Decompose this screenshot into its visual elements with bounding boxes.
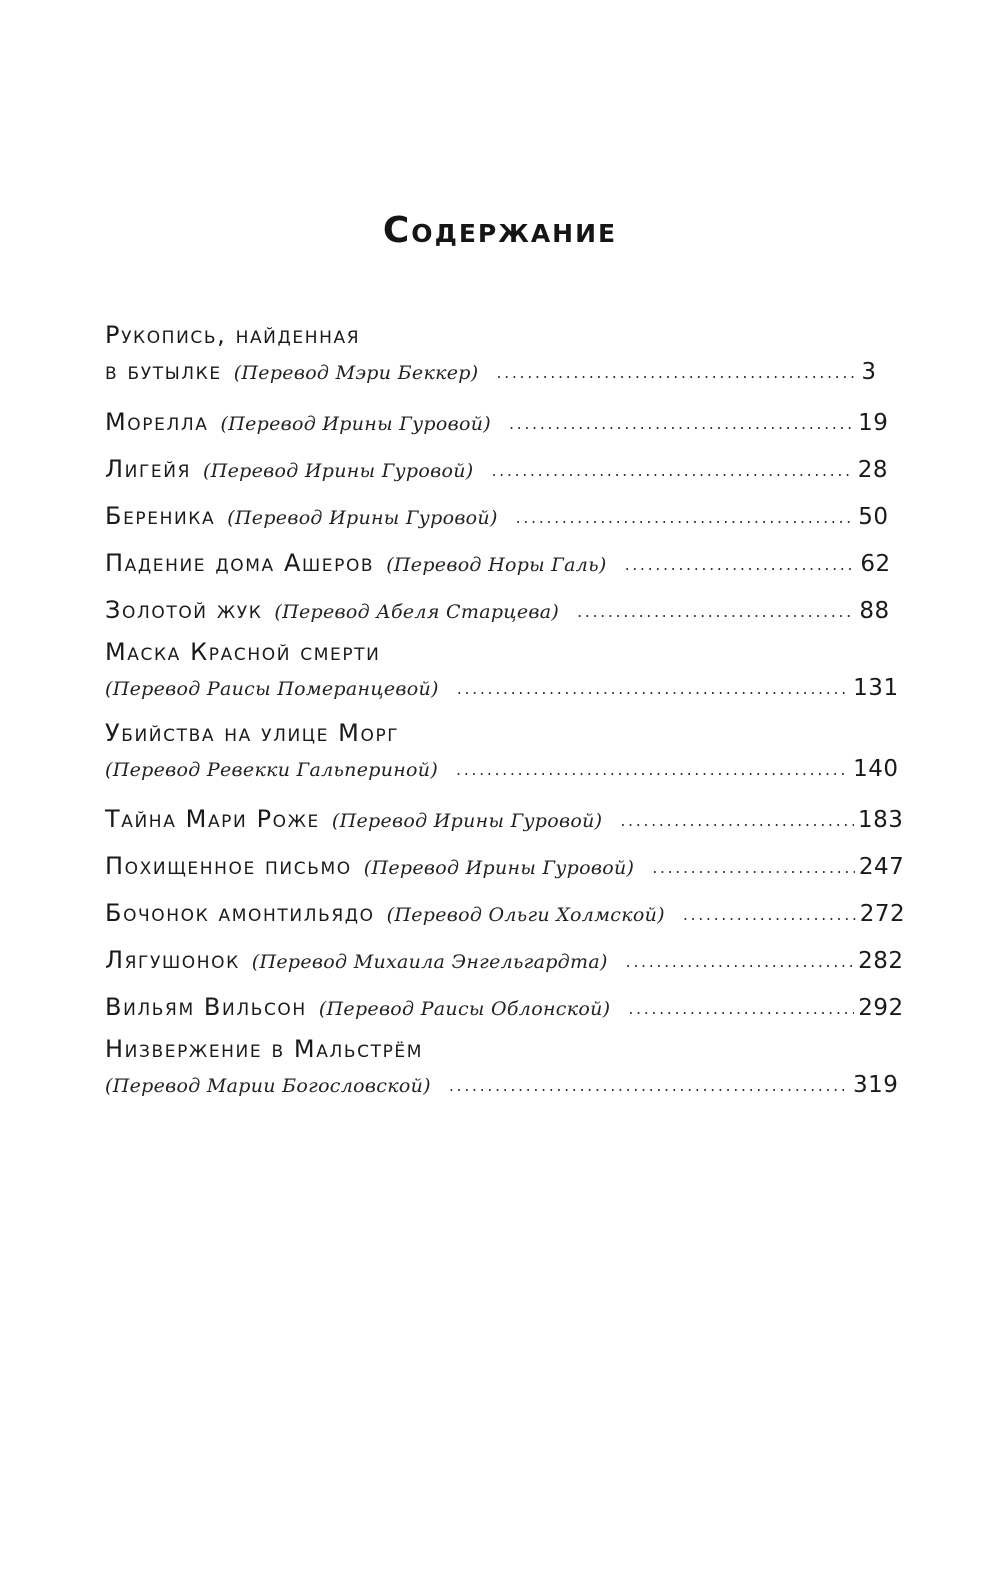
entry-page-number: 272 bbox=[859, 901, 906, 927]
dot-leader bbox=[683, 892, 856, 937]
dot-leader bbox=[516, 495, 855, 540]
entry-translator: (Перевод Ирины Гуровой) bbox=[227, 507, 498, 529]
entry-page-number: 50 bbox=[858, 504, 889, 530]
entry-translator: (Перевод Раисы Померанцевой) bbox=[105, 678, 439, 700]
toc-entry[interactable] bbox=[105, 494, 889, 541]
table-of-contents bbox=[105, 318, 906, 1113]
entry-translator: (Перевод Ирины Гуровой) bbox=[331, 810, 603, 832]
dot-leader bbox=[457, 670, 849, 708]
entry-title: Похищенное письмо bbox=[105, 852, 352, 880]
entry-translator: (Перевод Ирины Гуровой) bbox=[220, 413, 491, 435]
dot-leader bbox=[652, 845, 855, 890]
toc-entry[interactable] bbox=[105, 985, 904, 1032]
toc-entry[interactable] bbox=[105, 318, 877, 393]
entry-translator: (Перевод Ирины Гуровой) bbox=[363, 857, 635, 879]
entry-translator: (Перевод Раисы Облонской) bbox=[318, 998, 611, 1020]
entry-title: в бутылке bbox=[105, 357, 222, 385]
entry-page-number: 319 bbox=[852, 1072, 899, 1098]
toc-entry[interactable] bbox=[105, 797, 904, 844]
dot-leader bbox=[509, 401, 854, 446]
entry-title-line1: Низвержение в Мальстрём bbox=[105, 1035, 424, 1063]
toc-entry[interactable] bbox=[105, 635, 899, 709]
toc-entry[interactable] bbox=[105, 541, 891, 588]
entry-page-number: 19 bbox=[858, 410, 889, 436]
entry-title: Вильям Вильсон bbox=[105, 993, 307, 1021]
entry-translator: (Перевод Ирины Гуровой) bbox=[203, 460, 474, 482]
entry-title-line1: Рукопись, найденная bbox=[105, 321, 361, 349]
entry-page-number: 88 bbox=[859, 598, 890, 624]
entry-title: Лигейя bbox=[105, 455, 192, 483]
dot-leader bbox=[628, 986, 854, 1031]
entry-page-number: 183 bbox=[857, 807, 904, 833]
entry-page-number: 282 bbox=[858, 948, 904, 974]
entry-translator: (Перевод Абеля Старцева) bbox=[274, 601, 560, 623]
dot-leader bbox=[577, 589, 855, 634]
dot-leader bbox=[496, 354, 857, 392]
entry-page-number: 131 bbox=[853, 675, 899, 701]
entry-title-line1: Маска Красной смерти bbox=[105, 638, 381, 666]
entry-translator: (Перевод Михаила Энгельгардта) bbox=[251, 951, 608, 973]
dot-leader bbox=[620, 798, 854, 843]
entry-page-number: 140 bbox=[853, 756, 899, 782]
toc-entry[interactable] bbox=[105, 716, 899, 790]
entry-page-number: 247 bbox=[858, 854, 905, 880]
entry-page-number: 292 bbox=[858, 995, 904, 1021]
toc-entry[interactable] bbox=[105, 844, 905, 891]
entry-translator: (Перевод Марии Богословской) bbox=[105, 1075, 431, 1097]
dot-leader bbox=[456, 751, 849, 789]
toc-entry[interactable] bbox=[105, 588, 890, 635]
toc-entry[interactable] bbox=[105, 400, 889, 447]
dot-leader bbox=[626, 939, 854, 984]
toc-entry[interactable] bbox=[105, 891, 906, 938]
entry-page-number: 28 bbox=[857, 457, 888, 483]
entry-title-line1: Убийства на улице Морг bbox=[105, 719, 400, 747]
dot-leader bbox=[491, 448, 853, 493]
entry-title: Лягушонок bbox=[105, 946, 240, 974]
entry-translator: (Перевод Ревекки Гальпериной) bbox=[105, 759, 439, 781]
entry-title: Падение дома Ашеров bbox=[105, 549, 375, 577]
toc-entry[interactable] bbox=[105, 1032, 899, 1106]
dot-leader bbox=[449, 1067, 849, 1105]
entry-page-number: 62 bbox=[860, 551, 891, 577]
entry-title: Береника bbox=[105, 502, 216, 530]
entry-translator: (Перевод Норы Галь) bbox=[386, 554, 607, 576]
entry-translator: (Перевод Мэри Беккер) bbox=[233, 362, 479, 384]
page-title: Содержание bbox=[382, 210, 618, 251]
entry-page-number: 3 bbox=[861, 359, 877, 385]
toc-entry[interactable] bbox=[105, 938, 904, 985]
entry-title: Бочонок амонтильядо bbox=[105, 899, 375, 927]
entry-title: Тайна Мари Роже bbox=[105, 805, 320, 833]
dot-leader bbox=[625, 542, 857, 587]
entry-title: Золотой жук bbox=[105, 596, 263, 624]
entry-translator: (Перевод Ольги Холмской) bbox=[386, 904, 665, 926]
entry-title: Морелла bbox=[105, 408, 209, 436]
toc-entry[interactable] bbox=[105, 447, 888, 494]
